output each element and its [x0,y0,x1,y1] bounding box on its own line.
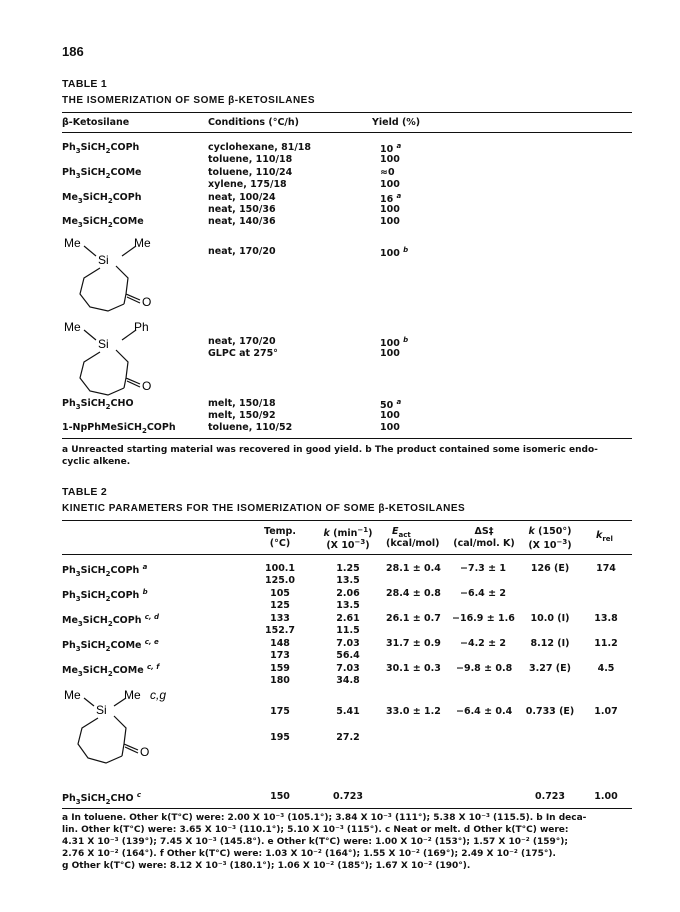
t2-dimethyl-silacycle-structure [58,684,198,768]
t2-ds: −7.3 ± 1 [460,563,506,574]
t2-header-k150-unit: (X $10^{-3}$) [528,538,572,552]
t1-yield: 100 [380,216,400,227]
t2-k: 27.2 [336,732,360,743]
table2-bottom-rule [62,808,632,809]
t2-k150: 0.733 (E) [525,706,575,717]
table2-footnote-3: 4.31 X 10⁻³ (139°); 7.45 X 10⁻³ (145.8°). e Other k(T°C) were: 1.00 X 10⁻² (153°); 1.57 X 10⁻² (159°); [62,837,568,847]
t1-yield: 100 $^b$ [380,336,409,350]
t1-yield: 10 $^a$ [380,142,402,156]
t2-temp: 125.0 [264,575,296,586]
t2-ds: −6.4 ± 0.4 [456,706,513,717]
structure-si-label: Si [98,337,109,351]
t1-cond: neat, 140/36 [208,216,276,227]
table2-title: KINETIC PARAMETERS FOR THE ISOMERIZATION OF SOME β-KETOSILANES [62,503,466,514]
t2-ds: −6.4 ± 2 [460,588,506,599]
t2-header-k-unit: (X $10^{-3}$) [326,538,370,552]
t2-k: 2.06 [336,588,360,599]
t1-compound-3: $Me_3SiCH_2COPh$ [62,192,142,205]
t1-yield: 100 [380,154,400,165]
t1-cond: GLPC at 275° [208,348,278,359]
t2-temp: 133 [270,613,290,624]
t2-k: 34.8 [336,675,360,686]
t1-compound-1: $Ph_3SiCH_2COPh$ [62,142,140,155]
table2-footnote-1: a In toluene. Other k(T°C) were: 2.00 X 10⁻³ (105.1°); 3.84 X 10⁻³ (111°); 5.38 X 10⁻³ (115.5). b In deca- [62,813,587,823]
structure-me-label: Me [124,688,141,702]
t2-krel: 1.07 [594,706,618,717]
dimethyl-silacycle-structure [58,232,168,312]
t2-header-temp-unit: (°C) [269,538,291,549]
t1-yield: 50 $^a$ [380,398,402,412]
table2-footnote-4: 2.76 X 10⁻² (164°). f Other k(T°C) were: 1.03 X 10⁻² (164°); 1.55 X 10⁻² (169°); 2.49 X 10⁻² (175°). [62,849,556,859]
t2-temp: 173 [270,650,290,661]
t2-header-ds: ΔS‡ [474,526,494,537]
t2-ds: −9.8 ± 0.8 [456,663,513,674]
t2-compound-3: $Me_3SiCH_2COPh$ $^{c, d}$ [62,613,160,629]
t1-yield: 100 [380,410,400,421]
page-number: 186 [62,44,84,59]
t1-cond: neat, 170/20 [208,336,276,347]
t2-header-eact-unit: (kcal/mol) [386,538,440,549]
t2-compound-4: $Ph_3SiCH_2COMe$ $^{c, e}$ [62,638,159,654]
structure-me-label: Me [64,320,81,334]
t2-k: 5.41 [336,706,360,717]
table1-title: THE ISOMERIZATION OF SOME β-KETOSILANES [62,95,316,106]
t1-cond: melt, 150/18 [208,398,276,409]
structure-ph-label: Ph [134,320,149,334]
t2-ds: −4.2 ± 2 [460,638,506,649]
t2-k: 7.03 [336,638,360,649]
t2-krel: 1.00 [594,791,618,802]
table1-footnote-1: a Unreacted starting material was recovered in good yield. b The product contained some isomeric endo- [62,445,598,455]
t2-header-temp: Temp. [264,526,296,537]
t2-compound-1: $Ph_3SiCH_2COPh$ $^a$ [62,563,148,579]
table2-footnote-2: lin. Other k(T°C) were: 3.65 X 10⁻³ (110.1°); 5.10 X 10⁻³ (115°). c Neat or melt. d Other k(T°C) were: [62,825,569,835]
t2-eact: 30.1 ± 0.3 [386,663,441,674]
t2-temp: 125 [270,600,290,611]
structure-o-label: O [142,379,152,393]
methylphenyl-silacycle-structure [58,316,168,396]
t2-temp: 100.1 [264,563,296,574]
t1-cond: neat, 170/20 [208,246,276,257]
t2-k: 2.61 [336,613,360,624]
t1-compound-8: 1-NpPhMeSiCH$_2$COPh [62,422,176,435]
table1-label: TABLE 1 [62,78,108,90]
t2-krel: 4.5 [597,663,615,674]
t1-yield: 100 [380,204,400,215]
t2-temp: 175 [270,706,290,717]
t1-cond: neat, 100/24 [208,192,276,203]
structure-me-label: Me [64,236,81,250]
table2-footnote-5: g Other k(T°C) were: 8.12 X 10⁻³ (180.1°); 1.06 X 10⁻² (185°); 1.67 X 10⁻² (190°). [62,861,471,871]
t2-compound-5: $Me_3SiCH_2COMe$ $^{c, f}$ [62,663,160,679]
t2-temp: 105 [270,588,290,599]
t2-header-krel: $k_{rel}$ [596,530,613,543]
t2-compound-2: $Ph_3SiCH_2COPh$ $^b$ [62,588,148,604]
t2-eact: 33.0 ± 1.2 [386,706,441,717]
t1-yield: 100 $^b$ [380,246,409,260]
t2-k150: 8.12 (I) [530,638,570,649]
t2-k: 1.25 [336,563,360,574]
t2-k: 0.723 [332,791,364,802]
structure-o-label: O [142,295,152,309]
structure-footnote-cg: c,g [150,688,167,702]
t1-cond: xylene, 175/18 [208,179,287,190]
t1-compound-4: $Me_3SiCH_2COMe$ [62,216,144,229]
t1-yield: ≈0 [380,167,395,178]
t2-header-k150: k (150°) [528,526,572,537]
structure-me-label: Me [64,688,81,702]
t2-k150: 0.723 [534,791,566,802]
table1-header-compound: β-Ketosilane [62,117,130,128]
t1-yield: 16 $^a$ [380,192,402,206]
t2-header-eact: $E_{act}$ [392,526,411,539]
table1-header-rule [62,132,632,133]
t2-k150: 10.0 (I) [530,613,570,624]
t2-k: 13.5 [336,600,360,611]
t2-eact: 28.1 ± 0.4 [386,563,441,574]
t2-compound-7: $Ph_3SiCH_2CHO$ $^c$ [62,791,141,807]
structure-o-label: O [140,745,150,759]
table1-header-conditions: Conditions (°C/h) [208,117,300,128]
table2-label: TABLE 2 [62,486,108,498]
t1-cond: cyclohexane, 81/18 [208,142,312,153]
t2-header-ds-unit: (cal/mol. K) [453,538,515,549]
t1-yield: 100 [380,422,400,433]
t2-k150: 3.27 (E) [529,663,571,674]
table2-header-rule [62,554,632,555]
table1-bottom-rule [62,438,632,439]
table1-footnote-2: cyclic alkene. [62,457,131,467]
t2-temp: 150 [270,791,290,802]
t2-krel: 11.2 [594,638,618,649]
t2-temp: 195 [270,732,290,743]
t1-cond: melt, 150/92 [208,410,276,421]
t2-k: 7.03 [336,663,360,674]
t2-krel: 174 [596,563,616,574]
t2-ds: −16.9 ± 1.6 [452,613,515,624]
t2-temp: 152.7 [264,625,296,636]
t2-eact: 31.7 ± 0.9 [386,638,441,649]
t2-eact: 28.4 ± 0.8 [386,588,441,599]
t1-cond: toluene, 110/24 [208,167,293,178]
t2-temp: 159 [270,663,290,674]
t1-compound-2: $Ph_3SiCH_2COMe$ [62,167,142,180]
t2-k: 56.4 [336,650,360,661]
t1-cond: toluene, 110/52 [208,422,293,433]
t1-yield: 100 [380,179,400,190]
t1-yield: 100 [380,348,400,359]
t1-cond: neat, 150/36 [208,204,276,215]
structure-me-label: Me [134,236,151,250]
t2-header-k: k $(\min^{-1})$ [323,526,373,540]
table1-top-rule [62,112,632,113]
structure-si-label: Si [98,253,109,267]
t2-temp: 148 [270,638,290,649]
t2-krel: 13.8 [594,613,618,624]
t2-temp: 180 [270,675,290,686]
t1-compound-7: $Ph_3SiCH_2CHO$ [62,398,134,411]
t1-cond: toluene, 110/18 [208,154,293,165]
t2-k: 11.5 [336,625,360,636]
t2-k: 13.5 [336,575,360,586]
table2-top-rule [62,520,632,521]
t2-eact: 26.1 ± 0.7 [386,613,441,624]
table1-header-yield: Yield (%) [372,117,421,128]
structure-si-label: Si [96,703,107,717]
t2-k150: 126 (E) [530,563,570,574]
